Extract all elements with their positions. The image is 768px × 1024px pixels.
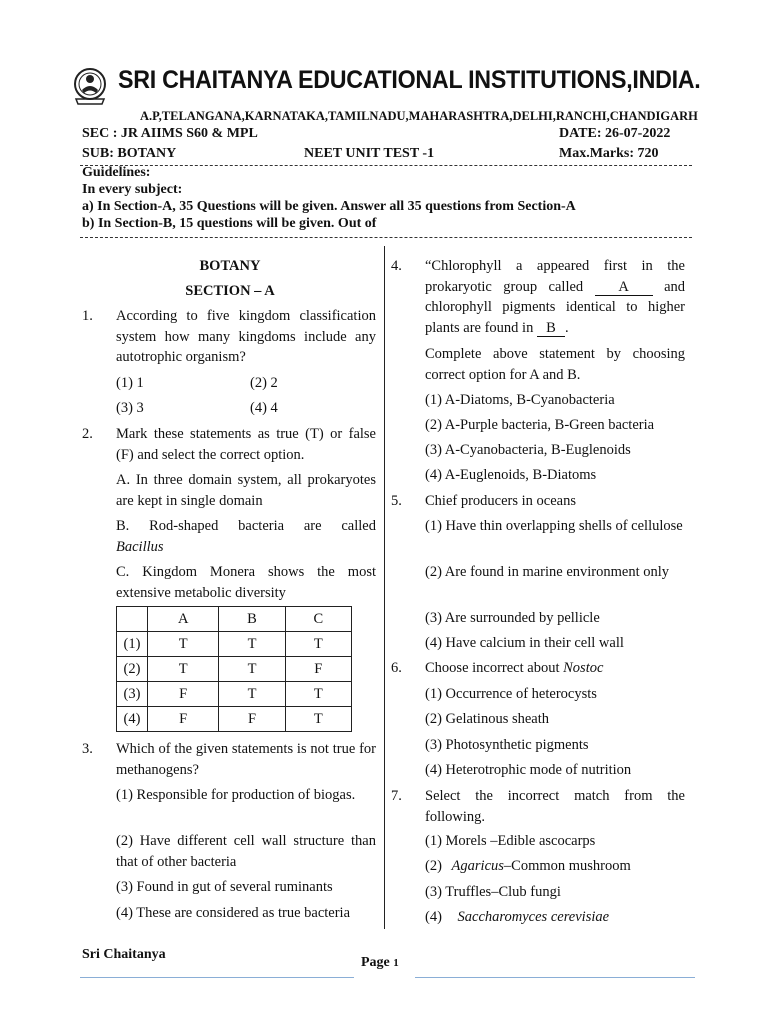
statement-b [116, 516, 376, 557]
table-cell: (3) [117, 682, 148, 707]
option: (3) A-Cyanobacteria, B-Euglenoids [425, 442, 631, 458]
question-text: Which of the given statements is not true for methanogens? [116, 741, 376, 778]
question-number: 2. [82, 426, 93, 442]
question-number: 4. [391, 258, 402, 274]
option: (3) Truffles–Club fungi [425, 884, 561, 900]
footer-brand: Sri Chaitanya [82, 947, 166, 962]
option: (4) Heterotrophic mode of nutrition [425, 762, 632, 778]
option: (4) A-Euglenoids, B-Diatoms [425, 467, 597, 483]
question-number: 7. [391, 788, 402, 804]
section-heading: SECTION – A [185, 283, 275, 299]
option: (2) 2 [250, 375, 278, 391]
table-cell: F [148, 707, 219, 732]
exam-date: DATE: 26-07-2022 [559, 126, 671, 141]
option-text: –Common mushroom [503, 858, 631, 874]
table-header-cell: B [219, 607, 285, 632]
max-marks: Max.Marks: 720 [559, 146, 659, 161]
subject: SUB: BOTANY [82, 146, 177, 161]
question-number: 3. [82, 741, 93, 757]
guidelines-line: a) In Section-A, 35 Questions will be given. Answer all 35 questions from Section-A [82, 199, 576, 214]
option: (3) Photosynthetic pigments [425, 737, 589, 753]
table-cell: T [219, 632, 285, 657]
question-number: 1. [82, 308, 93, 324]
test-name: NEET UNIT TEST -1 [304, 146, 435, 161]
option [425, 856, 631, 877]
answer-table [116, 606, 352, 732]
question-text-part: “Chlorophyll a appeared first in the prokaryotic group called [425, 258, 685, 295]
option: (1) Morels –Edible ascocarps [425, 833, 596, 849]
blank-b: B [537, 320, 565, 337]
table-row [117, 707, 352, 732]
question-text: Chief producers in oceans [425, 493, 576, 509]
organism-name: Saccharomyces cerevisiae [457, 909, 610, 925]
table-header-cell: C [285, 607, 351, 632]
table-row [117, 632, 352, 657]
statement-b-text: B. Rod-shaped bacteria are called [116, 518, 376, 534]
option: (1) Have thin overlapping shells of cellulose [425, 518, 683, 534]
table-cell: T [148, 657, 219, 682]
question-text-part: . [564, 319, 569, 336]
table-header-cell: A [148, 607, 219, 632]
table-cell: F [285, 657, 351, 682]
table-cell: (2) [117, 657, 148, 682]
states-list: A.P,TELANGANA,KARNATAKA,TAMILNADU,MAHARASHTRA,DELHI,RANCHI,CHANDIGARH [140, 109, 698, 123]
table-cell: T [219, 682, 285, 707]
footer-rule [80, 977, 354, 978]
option-number: (2) [425, 858, 442, 874]
option: (1) Responsible for production of biogas. [116, 787, 356, 803]
organism-name: Nostoc [563, 660, 604, 676]
option: (3) 3 [116, 400, 144, 416]
guidelines-line: b) In Section-B, 15 questions will be given. Out of [82, 216, 377, 231]
table-row [117, 682, 352, 707]
table-cell: T [285, 707, 351, 732]
statement-a: A. In three domain system, all prokaryotes are kept in single domain [116, 472, 376, 509]
table-cell: T [219, 657, 285, 682]
option: (1) Occurrence of heterocysts [425, 686, 597, 702]
institution-name: SRI CHAITANYA EDUCATIONAL INSTITUTIONS,INDIA. [118, 66, 701, 94]
option: (3) Are surrounded by pellicle [425, 610, 600, 626]
question-text: Mark these statements as true (T) or false (F) and select the correct option. [116, 426, 376, 463]
table-cell: (4) [117, 707, 148, 732]
question-number: 6. [391, 660, 402, 676]
divider [80, 237, 692, 238]
question-text: Select the incorrect match from the following. [425, 788, 685, 825]
section-code: SEC : JR AIIMS S60 & MPL [82, 126, 258, 141]
subject-heading: BOTANY [199, 258, 261, 274]
table-cell: (1) [117, 632, 148, 657]
question-instruction: Complete above statement by choosing correct option for A and B. [425, 346, 685, 383]
table-header-cell [117, 607, 148, 632]
option: (2) A-Purple bacteria, B-Green bacteria [425, 417, 655, 433]
question-text [425, 256, 685, 338]
organism-name: Agaricus [451, 858, 504, 874]
institution-emblem-icon [70, 66, 110, 106]
guidelines-line: In every subject: [82, 182, 183, 197]
table-cell: F [148, 682, 219, 707]
question-number: 5. [391, 493, 402, 509]
question-text-part: Choose incorrect about [425, 660, 560, 676]
divider [80, 165, 692, 166]
question-text: According to five kingdom classification system how many kingdoms include any autotrophic organism? [116, 308, 376, 365]
option: (2) Have different cell wall structure than that of other bacteria [116, 833, 376, 870]
statement-c: C. Kingdom Monera shows the most extensive metabolic diversity [116, 564, 376, 601]
option [425, 907, 609, 928]
guidelines-title: Guidelines: [82, 165, 151, 180]
column-separator [384, 246, 385, 929]
table-cell: T [148, 632, 219, 657]
page-label: Page [361, 955, 390, 970]
blank-a: A [595, 279, 653, 296]
option: (2) Are found in marine environment only [425, 564, 670, 580]
option-number: (4) [425, 909, 442, 925]
option: (1) 1 [116, 375, 144, 391]
option: (4) These are considered as true bacteria [116, 905, 351, 921]
footer-rule [415, 977, 695, 978]
statement-b-term: Bacillus [116, 538, 164, 555]
table-cell: T [285, 632, 351, 657]
table-cell: F [219, 707, 285, 732]
option: (2) Gelatinous sheath [425, 711, 550, 727]
option: (4) 4 [250, 400, 278, 416]
question-text [425, 658, 603, 679]
table-header-row [117, 607, 352, 632]
page-num: 1 [393, 957, 399, 969]
question-text-part: and chlorophyll pigments identical to higher plants are found in [425, 278, 686, 336]
table-cell: T [285, 682, 351, 707]
option: (3) Found in gut of several ruminants [116, 879, 333, 895]
option: (4) Have calcium in their cell wall [425, 635, 624, 651]
table-row [117, 657, 352, 682]
option: (1) A-Diatoms, B-Cyanobacteria [425, 392, 615, 408]
page-number [361, 955, 399, 971]
